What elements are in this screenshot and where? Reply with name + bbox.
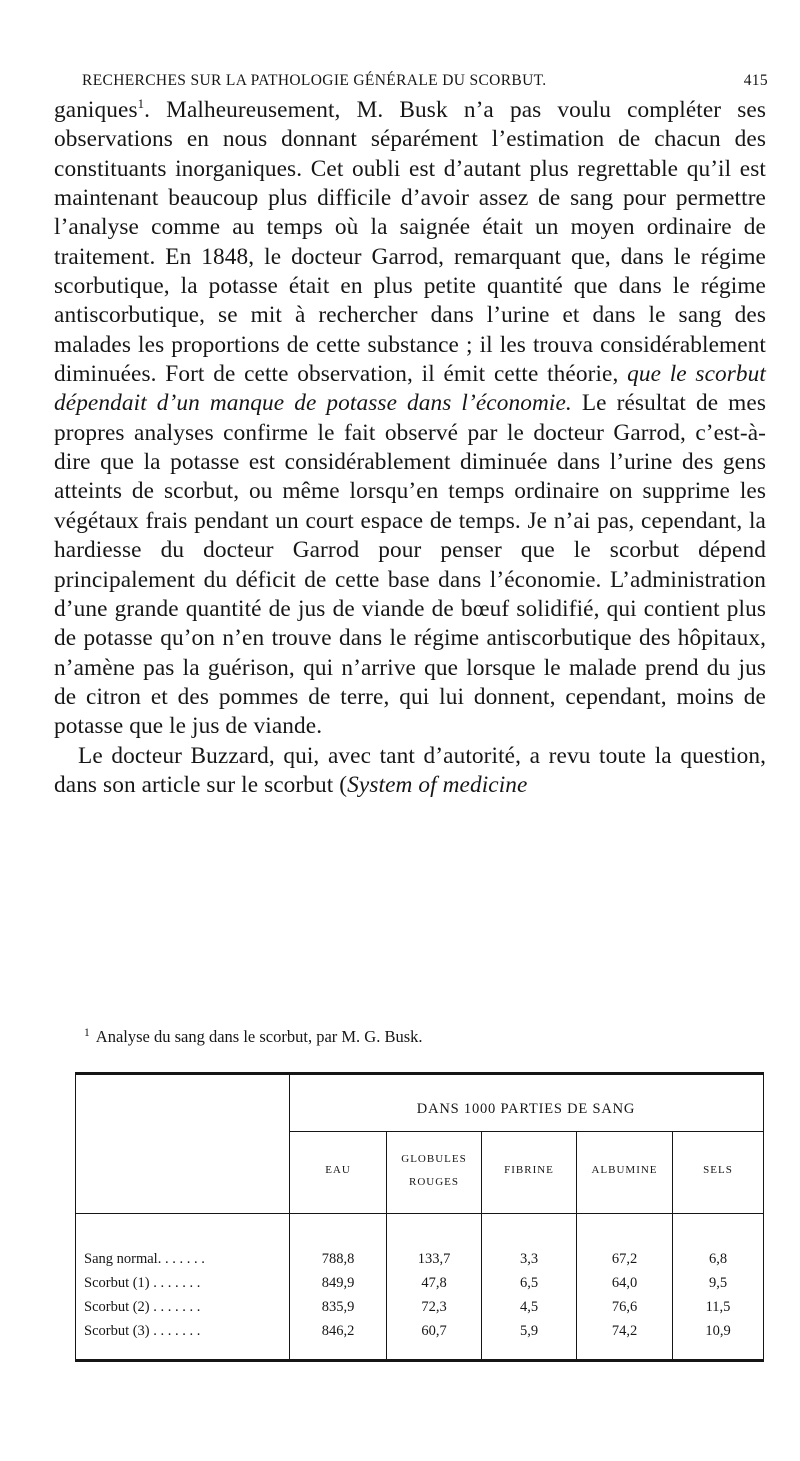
column-header-fibrine-label: FIBRINE [504,1164,554,1176]
body-text [54,96,766,800]
paragraph-2-italic-title: System of medicine [347,771,528,798]
table-cell: 72,3 [421,1299,447,1315]
column-header-rouges-label: ROUGES [408,1176,459,1188]
table-cell: 11,5 [705,1299,731,1315]
column-header-sels [674,1159,762,1182]
table-row-label: Scorbut (3) . . . . . . . [84,1323,201,1339]
table-cell: 9,5 [708,1275,728,1291]
paragraph-1-text-b: Le résultat de mes propres analyses confirme le fait observé par le docteur Garrod, c’est-à-dire que la potasse est considérablement diminuée dans l’urine des gens atteints de scorbut, ou même lorsqu’en temps ordinaire on supprime les végétaux frais pendant un court espace de temps. Je n’ai pas, cependant, la hardiesse du docteur Garrod pour penser que le scorbut dépend principalement du déficit de cette base dans l’économie. L’administration d’une grande quantité de jus de viande de bœuf solidifié, qui contient plus de potasse qu’on n’en trouve dans le régime antiscorbutique des hôpitaux, n’amène pas la guérison, qui n’arrive que lorsque le malade prend du jus de citron et des pommes de terre, qui lui donnent, cependant, moins de potasse que le jus de viande. [54,390,766,740]
table-group-header: DANS 1000 PARTIES DE SANG [416,1101,636,1117]
table-cell: 10,9 [705,1323,731,1339]
table-cell: 47,8 [421,1275,447,1291]
table-cell: 849,9 [321,1275,355,1291]
footnote-text: Analyse du sang dans le scorbut, par M. G. Busk. [95,1027,423,1046]
table-cell: 788,8 [321,1251,355,1267]
table-cell: 74,2 [611,1323,638,1339]
table-cell: 60,7 [421,1323,447,1339]
column-header-eau-label: EAU [325,1164,351,1176]
column-header-globules-rouges [388,1148,480,1194]
column-header-albumine [578,1159,671,1182]
footnote-marker: 1 [84,1026,90,1039]
blood-analysis-table [75,1072,764,1362]
table-row-label: Scorbut (2) . . . . . . . [84,1299,201,1315]
column-header-sels-label: SELS [703,1164,733,1176]
paragraph-1-start: ganiques [54,97,138,123]
page-number: 415 [743,72,768,89]
table-cell: 6,5 [519,1275,539,1291]
table-rule-vertical-3 [576,1131,577,1359]
paragraph-2 [54,742,766,801]
table-cell: 67,2 [611,1251,638,1267]
column-header-fibrine [483,1159,575,1182]
table-cell: 64,0 [611,1275,638,1291]
running-title: RECHERCHES SUR LA PATHOLOGIE GÉNÉRALE DU SCORBUT. [82,72,547,89]
column-header-eau [291,1159,385,1182]
table-row-label: Sang normal. . . . . . . [84,1251,205,1267]
column-header-globules-label: GLOBULES [401,1153,467,1165]
paragraph-1-italic-theory: que le scorbut dépendait d’un manque de potasse dans l’économie. [54,361,767,417]
table-cell: 76,6 [611,1299,638,1315]
table-cell: 3,3 [519,1251,539,1267]
table-rule-vertical-1 [386,1131,387,1359]
paragraph-1 [54,96,766,742]
table-rule-vertical-label [289,1075,290,1359]
table-rule-group [289,1131,763,1132]
footnote-reference: 1 [137,97,145,112]
table-cell: 846,2 [321,1323,355,1339]
table-row-label: Scorbut (1) . . . . . . . [84,1275,201,1291]
table-rule-vertical-4 [672,1131,673,1359]
paragraph-1-text-a: . Malheureusement, M. Busk n’a pas voulu compléter ses observations en nous donnant séparément l’estimation de chacun des constituants inorganiques. Cet oubli est d’autant plus regrettable qu’il est maintenant beaucoup plus difficile d’avoir assez de sang pour permettre l’analyse comme au temps où la saignée était un moyen ordinaire de traitement. En 1848, le docteur Garrod, remarquant que, dans le régime scorbutique, la potasse était en plus petite quantité que dans le régime antiscorbutique, se mit à rechercher dans l’urine et dans le sang des malades les proportions de cette substance ; il les trouva considérablement diminuées. Fort de cette observation, il émit cette théorie, [54,97,766,388]
table-rule-vertical-2 [481,1131,482,1359]
table-cell: 133,7 [417,1251,451,1267]
table-cell: 4,5 [519,1299,539,1315]
table-cell: 6,8 [708,1251,728,1267]
table-cell: 835,9 [321,1299,355,1315]
table-cell: 5,9 [519,1323,539,1339]
column-header-albumine-label: ALBUMINE [591,1164,658,1176]
footnote [84,1027,774,1047]
table-rule-header [76,1213,763,1214]
paragraph-2-text: Le docteur Buzzard, qui, avec tant d’autorité, a revu toute la question, dans son article sur le scorbut ( [54,742,766,798]
